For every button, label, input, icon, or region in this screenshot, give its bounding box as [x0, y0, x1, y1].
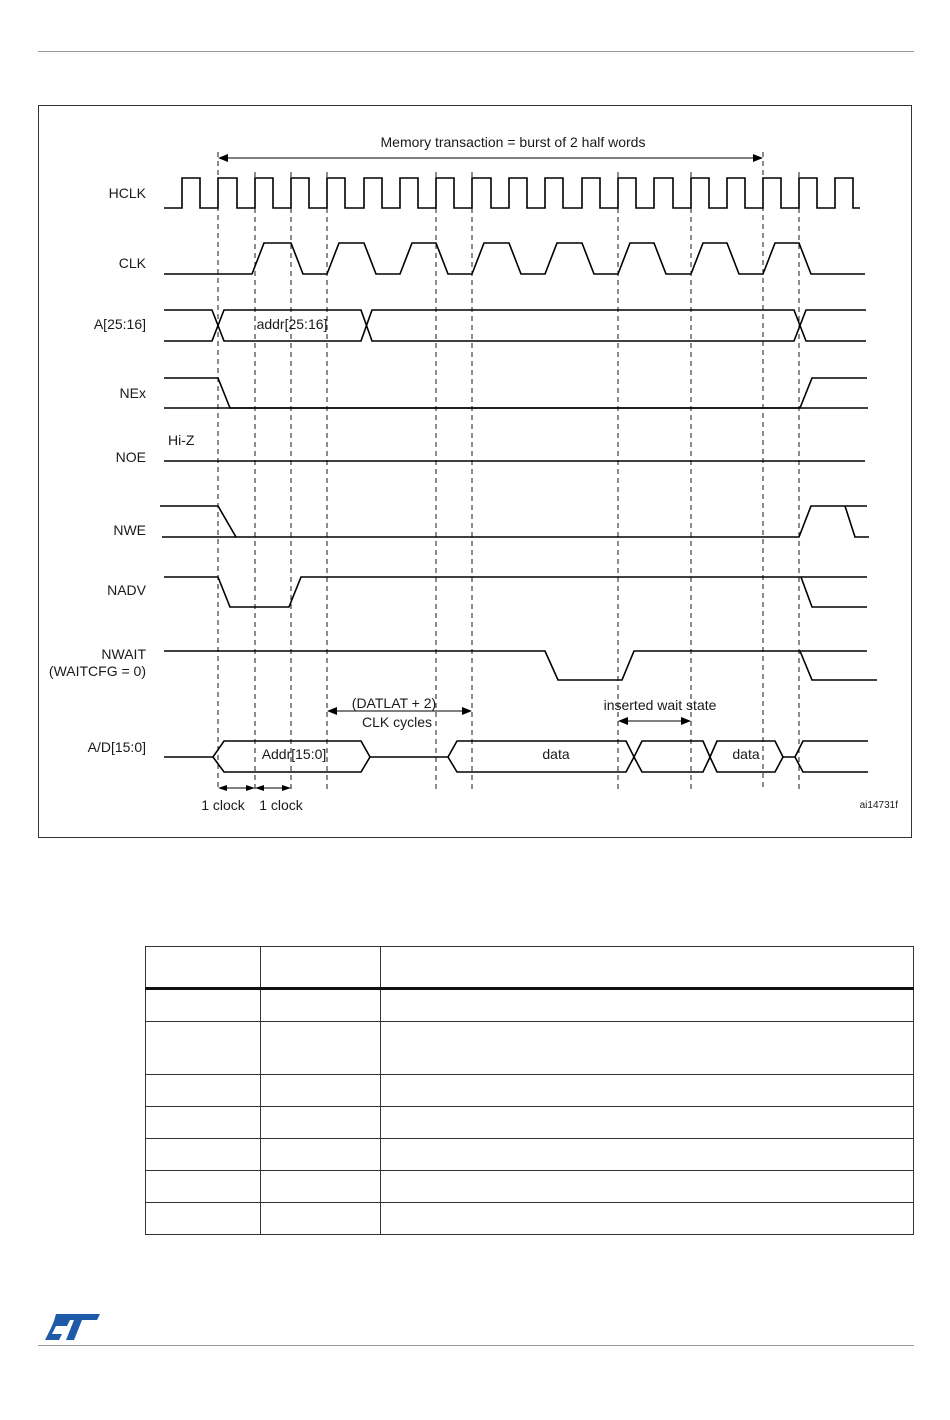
footer-rule [38, 1345, 914, 1346]
transaction-label: Memory transaction = burst of 2 half words [380, 134, 646, 150]
table-cell [381, 947, 914, 989]
table-cell [146, 947, 261, 989]
table-cell [261, 1075, 381, 1107]
clock-label-1: 1 clock [201, 797, 245, 813]
signal-label-hclk: HCLK [108, 185, 146, 201]
table-cell [261, 1171, 381, 1203]
datlat-label-line2: CLK cycles [361, 714, 433, 730]
figure-id: ai14731f [859, 800, 898, 811]
st-logo-icon [44, 1312, 102, 1342]
signal-label-nwait-sub: (WAITCFG = 0) [48, 663, 146, 679]
signal-label-nwe: NWE [113, 522, 146, 538]
timing-diagram-frame [38, 105, 912, 838]
data-label-2: data [732, 746, 760, 762]
nwait-waveform [164, 651, 877, 680]
table-cell [381, 1075, 914, 1107]
table-cell [146, 1107, 261, 1139]
table-cell [381, 989, 914, 1022]
signal-label-noe: NOE [115, 449, 146, 465]
table-row [146, 1139, 914, 1171]
table-cell [381, 1171, 914, 1203]
timing-diagram [38, 105, 912, 838]
table-cell [146, 1075, 261, 1107]
table-cell [146, 989, 261, 1022]
hclk-waveform [164, 178, 860, 208]
table-cell [261, 1139, 381, 1171]
timing-parameters-table [145, 946, 914, 1235]
data-label-1: data [542, 746, 570, 762]
clock-label-2: 1 clock [259, 797, 303, 813]
clock-guide-lines [218, 152, 799, 790]
table-row [146, 1171, 914, 1203]
signal-label-nwait: NWAIT [101, 646, 146, 662]
table-row [146, 1203, 914, 1235]
table-cell [381, 1203, 914, 1235]
signal-label-clk: CLK [118, 255, 146, 271]
signal-label-ad: A/D[15:0] [87, 739, 146, 755]
clock-period-arrows [218, 785, 291, 791]
table-cell [261, 1107, 381, 1139]
datlat-label-line1: (DATLAT + 2) [351, 695, 437, 711]
nadv-waveform [164, 577, 867, 607]
table-row [146, 989, 914, 1022]
transaction-span-arrow [218, 154, 763, 162]
hiz-label: Hi-Z [168, 432, 195, 448]
table-cell [381, 1107, 914, 1139]
signal-label-nex: NEx [119, 385, 146, 401]
table-header-row [146, 947, 914, 989]
table-cell [146, 1203, 261, 1235]
table-row [146, 1107, 914, 1139]
st-logo [44, 1312, 102, 1347]
signal-label-a-high: A[25:16] [93, 316, 146, 332]
table-cell [261, 947, 381, 989]
table-cell [381, 1139, 914, 1171]
table-cell [261, 989, 381, 1022]
addr-low-label: Addr[15:0] [261, 746, 327, 762]
addr-high-label: addr[25:16] [256, 316, 328, 332]
table-row [146, 1075, 914, 1107]
wait-state-label: inserted wait state [603, 697, 717, 713]
header-rule [38, 51, 914, 52]
signal-label-nadv: NADV [107, 582, 146, 598]
wait-state-arrow [618, 717, 691, 725]
clk-waveform [164, 243, 865, 274]
table-cell [261, 1022, 381, 1075]
table-cell [146, 1171, 261, 1203]
table-row [146, 1022, 914, 1075]
nex-waveform [164, 378, 867, 408]
table-cell [261, 1203, 381, 1235]
table-cell [146, 1022, 261, 1075]
table-cell [381, 1022, 914, 1075]
table-cell [146, 1139, 261, 1171]
